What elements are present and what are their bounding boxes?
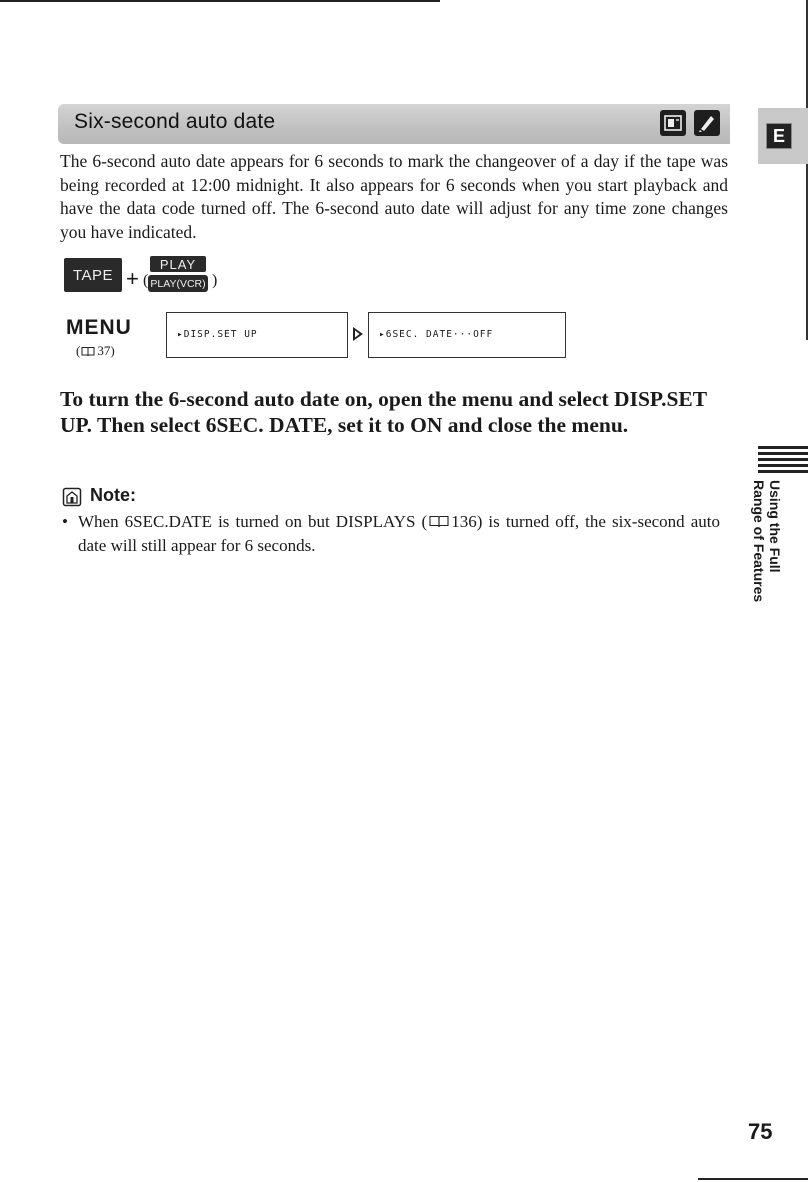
menu-step-6sec-date: ▸6SEC. DATE···OFF	[368, 312, 566, 358]
note-item-ref: 136) is turned off, the six-second auto date will still appear for 6 seconds.	[78, 512, 720, 555]
note-item-text: When 6SEC.DATE is turned on but DISPLAYS (	[78, 512, 428, 531]
menu-ref-open: (	[76, 343, 81, 358]
section-title: Six-second auto date	[74, 110, 276, 133]
note-item	[60, 510, 720, 558]
book-icon	[81, 346, 95, 357]
top-rule	[0, 0, 440, 2]
step-arrow-icon	[352, 326, 364, 342]
plus-sign: +	[126, 266, 139, 291]
paren-close: )	[212, 272, 218, 289]
menu-step-disp-setup: ▸DISP.SET UP	[166, 312, 348, 358]
instruction-text: To turn the 6-second auto date on, open the menu and select DISP.SET UP. Then select 6SEC. DATE, set it to ON and close the menu.	[60, 387, 707, 437]
note-list	[60, 510, 720, 558]
body-paragraph: The 6-second auto date appears for 6 seconds to mark the changeover of a day if the tape was being recorded at 12:00 midnight. It also appears for 6 seconds when you start playback and have the data code turned off. The 6-second auto date will adjust for any time zone changes you have indicated.	[60, 151, 728, 242]
side-tab-lines	[758, 446, 808, 476]
play-label: PLAY	[150, 256, 206, 272]
menu-page-reference	[76, 343, 115, 359]
paren-open: (	[143, 272, 149, 289]
card-mode-icon	[694, 110, 720, 136]
side-tab-text	[751, 480, 783, 602]
menu-label: MENU	[66, 316, 132, 339]
menu-ref-page: 37)	[97, 343, 115, 358]
language-badge: E	[766, 123, 792, 149]
page-number: 75	[748, 1119, 773, 1144]
book-icon	[429, 515, 449, 528]
note-heading: Note:	[90, 485, 136, 505]
play-vcr-button: PLAY(VCR)	[148, 275, 208, 292]
tape-mode-icon	[660, 110, 686, 136]
tape-button: TAPE	[64, 258, 122, 292]
side-tab-line2: Range of Features	[751, 480, 767, 603]
note-icon	[62, 487, 82, 507]
side-tab-line1: Using the Full	[767, 480, 783, 573]
bottom-rule	[698, 1178, 808, 1180]
